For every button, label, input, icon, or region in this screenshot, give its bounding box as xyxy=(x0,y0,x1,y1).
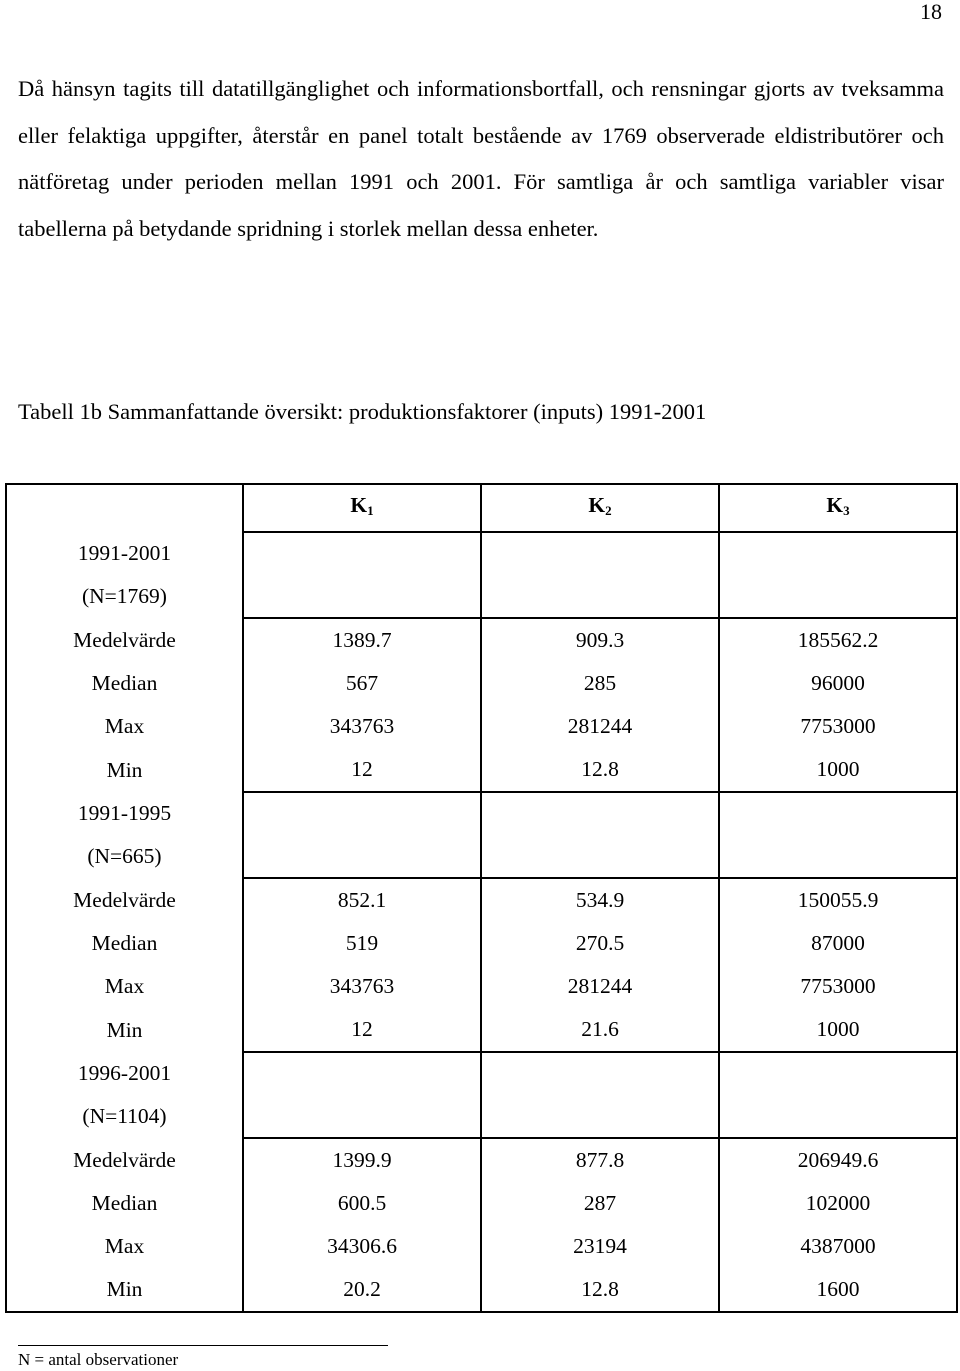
row-label: Min xyxy=(6,1008,243,1052)
period-label xyxy=(6,792,243,878)
row-label: Medelvärde xyxy=(6,878,243,922)
value-cell-k1: 20.2 xyxy=(243,1268,481,1312)
column-header-k2: $K_2$ xyxy=(481,484,719,532)
table-row xyxy=(6,705,957,748)
value-cell-k1: 34306.6 xyxy=(243,1225,481,1268)
row-label: Max xyxy=(6,705,243,748)
value-cell-k2: 12.8 xyxy=(481,1268,719,1312)
table-row xyxy=(6,965,957,1008)
group-empty-cell xyxy=(481,1052,719,1138)
table-row xyxy=(6,1138,957,1182)
value-cell-k2: 21.6 xyxy=(481,1008,719,1052)
value-cell-k2: 534.9 xyxy=(481,878,719,922)
value-cell-k3: 4387000 xyxy=(719,1225,957,1268)
value-cell-k1: 567 xyxy=(243,662,481,705)
value-cell-k3: 7753000 xyxy=(719,965,957,1008)
value-cell-k1: 343763 xyxy=(243,965,481,1008)
value-cell-k2: 909.3 xyxy=(481,618,719,662)
group-empty-cell xyxy=(719,1052,957,1138)
group-header-row xyxy=(6,532,957,618)
table-row xyxy=(6,662,957,705)
value-cell-k1: 600.5 xyxy=(243,1182,481,1225)
row-label: Max xyxy=(6,1225,243,1268)
value-cell-k1: 12 xyxy=(243,748,481,792)
value-cell-k3: 1000 xyxy=(719,748,957,792)
row-label: Min xyxy=(6,1268,243,1312)
table-header-row xyxy=(6,484,957,532)
value-cell-k1: 343763 xyxy=(243,705,481,748)
group-empty-cell xyxy=(243,1052,481,1138)
table-row xyxy=(6,1008,957,1052)
table-row xyxy=(6,1182,957,1225)
group-empty-cell xyxy=(243,532,481,618)
row-label: Medelvärde xyxy=(6,1138,243,1182)
value-cell-k3: 1000 xyxy=(719,1008,957,1052)
value-cell-k3: 87000 xyxy=(719,922,957,965)
row-label: Medelvärde xyxy=(6,618,243,662)
observation-count: (N=1104) xyxy=(82,1104,167,1128)
period-range: 1996-2001 xyxy=(77,1061,172,1085)
value-cell-k2: 877.8 xyxy=(481,1138,719,1182)
page-number: 18 xyxy=(920,0,942,24)
row-label: Max xyxy=(6,965,243,1008)
value-cell-k3: 150055.9 xyxy=(719,878,957,922)
value-cell-k2: 12.8 xyxy=(481,748,719,792)
period-range: 1991-2001 xyxy=(77,541,172,565)
value-cell-k2: 23194 xyxy=(481,1225,719,1268)
row-label: Min xyxy=(6,748,243,792)
value-cell-k1: 852.1 xyxy=(243,878,481,922)
summary-table xyxy=(5,483,958,1313)
value-cell-k1: 1399.9 xyxy=(243,1138,481,1182)
value-cell-k3: 7753000 xyxy=(719,705,957,748)
header-empty-cell xyxy=(6,484,243,532)
column-header-k3: $K_3$ xyxy=(719,484,957,532)
row-label: Median xyxy=(6,662,243,705)
value-cell-k3: 96000 xyxy=(719,662,957,705)
period-label xyxy=(6,532,243,618)
group-header-row xyxy=(6,792,957,878)
table-row xyxy=(6,878,957,922)
group-empty-cell xyxy=(719,792,957,878)
group-empty-cell xyxy=(481,532,719,618)
group-empty-cell xyxy=(719,532,957,618)
value-cell-k1: 519 xyxy=(243,922,481,965)
row-label: Median xyxy=(6,1182,243,1225)
value-cell-k1: 1389.7 xyxy=(243,618,481,662)
value-cell-k2: 281244 xyxy=(481,965,719,1008)
group-empty-cell xyxy=(243,792,481,878)
value-cell-k2: 285 xyxy=(481,662,719,705)
table-body xyxy=(6,532,957,1312)
observation-count: (N=665) xyxy=(87,844,162,868)
table-row xyxy=(6,618,957,662)
footnote-divider xyxy=(18,1345,388,1346)
table-caption: Tabell 1b Sammanfattande översikt: produktionsfaktorer (inputs) 1991-2001 xyxy=(18,399,707,424)
value-cell-k3: 206949.6 xyxy=(719,1138,957,1182)
value-cell-k1: 12 xyxy=(243,1008,481,1052)
value-cell-k3: 185562.2 xyxy=(719,618,957,662)
value-cell-k3: 1600 xyxy=(719,1268,957,1312)
period-range: 1991-1995 xyxy=(77,801,172,825)
value-cell-k3: 102000 xyxy=(719,1182,957,1225)
table-row xyxy=(6,922,957,965)
column-header-k1: $K_1$ xyxy=(243,484,481,532)
table-row xyxy=(6,1225,957,1268)
observation-count: (N=1769) xyxy=(82,584,167,608)
group-header-row xyxy=(6,1052,957,1138)
period-label xyxy=(6,1052,243,1138)
footnote: N = antal observationer xyxy=(18,1350,179,1369)
value-cell-k2: 287 xyxy=(481,1182,719,1225)
row-label: Median xyxy=(6,922,243,965)
value-cell-k2: 281244 xyxy=(481,705,719,748)
table-row xyxy=(6,1268,957,1312)
group-empty-cell xyxy=(481,792,719,878)
body-paragraph: Då hänsyn tagits till datatillgänglighet och informationsbortfall, och rensningar gjorts av tveksamma eller felaktiga uppgifter, återstår en panel totalt bestående av 1769 observerade eldistributörer och nätföretag under perioden mellan 1991 och 2001. För samtliga år och samtliga variabler visar tabellerna på betydande spridning i storlek mellan dessa enheter. xyxy=(18,76,944,241)
table-row xyxy=(6,748,957,792)
value-cell-k2: 270.5 xyxy=(481,922,719,965)
